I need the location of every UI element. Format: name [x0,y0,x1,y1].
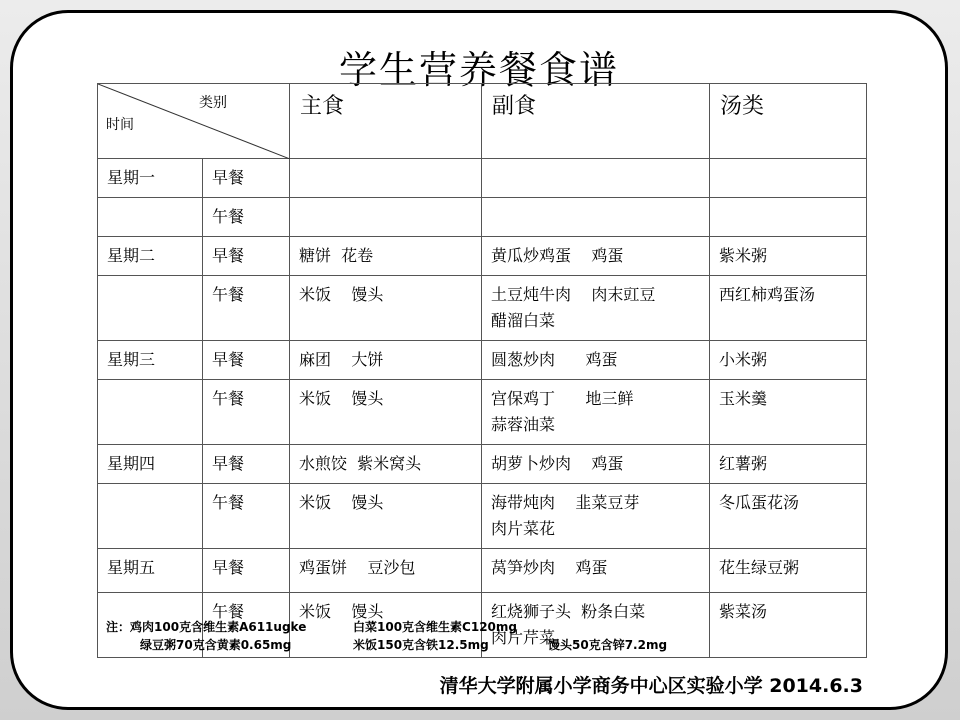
menu-table [97,83,867,658]
day-cell: 星期三 [98,341,203,380]
soup-cell: 花生绿豆粥 [710,549,867,593]
table-row [98,276,867,341]
page-title: 学生营养餐食谱 [338,48,619,92]
main-food-cell: 水煎饺 紫米窝头 [290,445,482,484]
table-row [98,380,867,445]
footer-school-date: 清华大学附属小学商务中心区实验小学 2014.6.3 [439,675,863,697]
note-steamed-bun: 馒头50克含锌7.2mg [548,638,668,652]
main-food-cell: 米饭 馒头 [290,593,482,658]
meal-cell: 早餐 [203,159,290,198]
soup-cell: 紫米粥 [710,237,867,276]
slide-frame [10,10,948,710]
soup-cell: 小米粥 [710,341,867,380]
main-food-cell [290,159,482,198]
meal-cell: 早餐 [203,341,290,380]
col-header-side: 副食 [482,84,710,159]
table-row [98,341,867,380]
header-row [98,84,867,159]
side-dish-cell [482,159,710,198]
day-cell [98,484,203,549]
side-dish-cell [482,484,710,549]
table-row [98,484,867,549]
side-dish-cell: 圆葱炒肉 鸡蛋 [482,341,710,380]
side-dish-line-2: 醋溜白菜 [491,311,556,330]
meal-cell: 早餐 [203,237,290,276]
soup-cell [710,198,867,237]
note-chicken: 鸡肉100克含维生素A611ugke [130,620,307,634]
day-cell: 星期四 [98,445,203,484]
note-prefix: 注： [106,620,131,634]
side-dish-line-1: 海带炖肉 韭菜豆芽 [491,493,640,512]
day-cell: 星期二 [98,237,203,276]
note-mung-bean: 绿豆粥70克含黄素0.65mg [140,638,292,652]
main-food-cell: 鸡蛋饼 豆沙包 [290,549,482,593]
soup-cell: 冬瓜蛋花汤 [710,484,867,549]
meal-cell: 午餐 [203,484,290,549]
side-dish-line-1: 红烧狮子头 粉条白菜 [491,602,646,621]
side-dish-line-1: 土豆炖牛肉 肉末豇豆 [491,285,656,304]
soup-cell: 玉米羹 [710,380,867,445]
note-cabbage: 白菜100克含维生素C120mg [353,620,517,634]
side-dish-cell [482,380,710,445]
side-dish-line-2: 蒜蓉油菜 [491,415,556,434]
meal-cell: 午餐 [203,380,290,445]
side-dish-cell: 黄瓜炒鸡蛋 鸡蛋 [482,237,710,276]
day-cell [98,276,203,341]
note-rice: 米饭150克含铁12.5mg [353,638,489,652]
day-cell: 星期五 [98,549,203,593]
corner-category-label: 类别 [199,95,227,111]
main-food-cell: 糖饼 花卷 [290,237,482,276]
side-dish-line-2: 肉片芹菜 [491,628,556,647]
soup-cell [710,159,867,198]
meal-cell: 早餐 [203,445,290,484]
table-row [98,445,867,484]
table-row [98,159,867,198]
note-line-1 [106,618,306,635]
main-food-cell: 麻团 大饼 [290,341,482,380]
side-dish-cell: 莴笋炒肉 鸡蛋 [482,549,710,593]
side-dish-cell [482,198,710,237]
side-dish-cell [482,276,710,341]
meal-cell: 午餐 [203,198,290,237]
meal-cell: 午餐 [203,276,290,341]
soup-cell: 红薯粥 [710,445,867,484]
table-row [98,549,867,593]
day-cell [98,380,203,445]
main-food-cell: 米饭 馒头 [290,380,482,445]
col-header-main: 主食 [290,84,482,159]
main-food-cell: 米饭 馒头 [290,484,482,549]
side-dish-line-2: 肉片菜花 [491,519,556,538]
meal-cell: 午餐 [203,593,290,658]
col-header-soup: 汤类 [710,84,867,159]
table-row [98,237,867,276]
side-dish-cell: 胡萝卜炒肉 鸡蛋 [482,445,710,484]
side-dish-line-1: 宫保鸡丁 地三鲜 [491,389,634,408]
meal-cell: 早餐 [203,549,290,593]
corner-header-cell [98,84,290,159]
table-row [98,198,867,237]
main-food-cell [290,198,482,237]
day-cell [98,198,203,237]
main-food-cell: 米饭 馒头 [290,276,482,341]
soup-cell: 紫菜汤 [710,593,867,658]
corner-time-label: 时间 [106,117,134,133]
day-cell: 星期一 [98,159,203,198]
soup-cell: 西红柿鸡蛋汤 [710,276,867,341]
